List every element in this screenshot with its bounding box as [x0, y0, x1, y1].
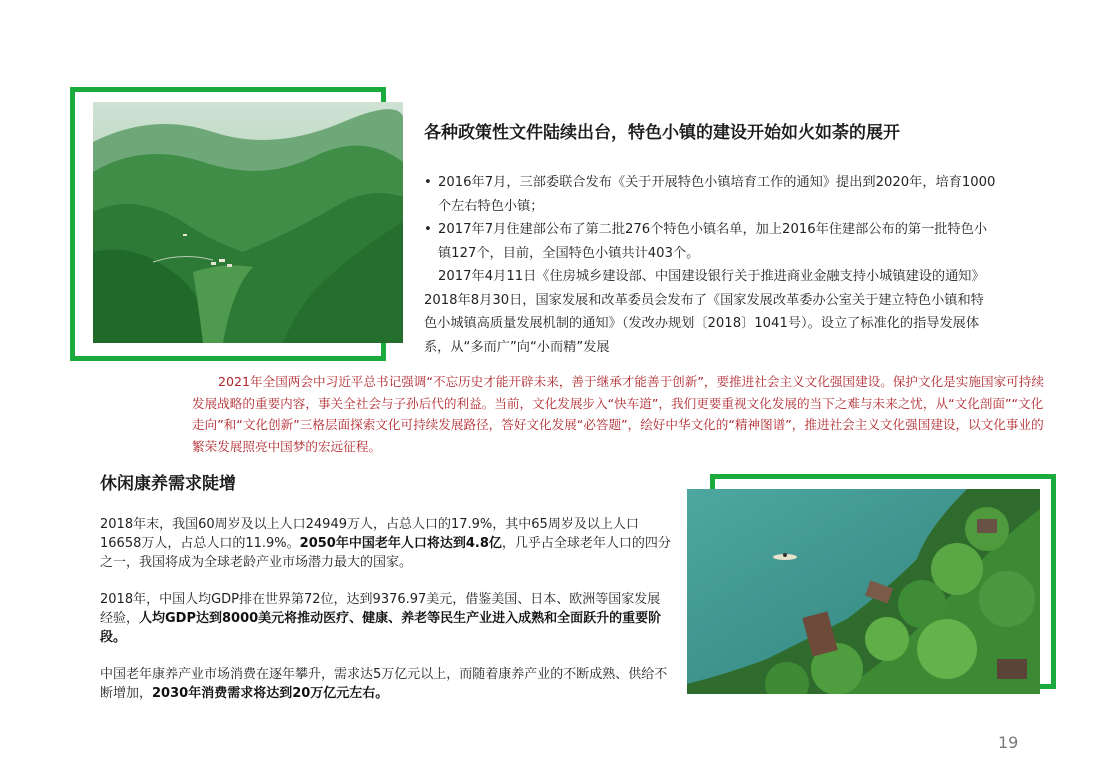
section1-title: 各种政策性文件陆续出台，特色小镇的建设开始如火如荼的展开: [424, 123, 900, 143]
section2-body: [100, 515, 672, 721]
bullet-icon: •: [424, 175, 432, 190]
section2-title: 休闲康养需求陡增: [100, 474, 236, 494]
paragraph: 中国老年康养产业市场消费在逐年攀升，需求达5万亿元以上，而随着康养产业的不断成熟、供给不断增加，2030年消费需求将达到20万亿元左右。: [100, 667, 668, 701]
list-item: • 2016年7月，三部委联合发布《关于开展特色小镇培育工作的通知》提出到2020年，培育1000 个左右特色小镇；: [424, 171, 1064, 218]
paragraph: 2018年，中国人均GDP排在世界第72位，达到9376.97美元，借鉴美国、日本、欧洲等国家发展经验，人均GDP达到8000美元将推动医疗、健康、养老等民生产业进入成熟和全面跃升的重要阶段。: [100, 592, 662, 645]
list-line: 系，从“多而广”向“小而精”发展: [424, 339, 610, 355]
bullet-icon: •: [424, 222, 432, 237]
list-line: 2018年8月30日，国家发展和改革委员会发布了《国家发展改革委办公室关于建立特色小镇和特: [424, 292, 984, 308]
page-number: 19: [998, 733, 1019, 752]
culture-paragraph: 2021年全国两会中习近平总书记强调“不忘历史才能开辟未来，善于继承才能善于创新”，要推进社会主义文化强国建设。保护文化是实施国家可持续发展战略的重要内容，事关全社会与子孙后代的利益。当前，文化发展步入“快车道”，我们更要重视文化发展的当下之难与未来之忧，从“文化剖面”“文化走向”和“文化创新”三格层面探索文化可持续发展路径，答好文化发展“必答题”，绘好中华文化的“精神图谱”，推进社会主义文化强国建设，以文化事业的繁荣发展照亮中国梦的宏远征程。: [192, 374, 1044, 454]
paragraph: 2018年末，我国60周岁及以上人口24949万人，占总人口的17.9%，其中65周岁及以上人口16658万人，占总人口的11.9%。2050年中国老年人口将达到4.8亿，几乎占全球老年人口的四分之一，我国将成为全球老龄产业市场潜力最大的国家。: [100, 517, 671, 570]
list-line: 2017年4月11日《住房城乡建设部、中国建设银行关于推进商业金融支持小城镇建设的通知》: [438, 269, 985, 284]
lake-aerial-photo: [687, 489, 1040, 694]
policy-list: [424, 171, 1064, 359]
mountain-valley-photo: [93, 102, 403, 343]
list-line: 色小城镇高质量发展机制的通知》（发改办规划〔2018〕1041号）。设立了标准化的指导发展体: [424, 316, 980, 331]
list-item: • 2017年7月住建部公布了第二批276个特色小镇名单，加上2016年住建部公布的第一批特色小 镇127个，目前，全国特色小镇共计403个。: [424, 218, 1064, 265]
